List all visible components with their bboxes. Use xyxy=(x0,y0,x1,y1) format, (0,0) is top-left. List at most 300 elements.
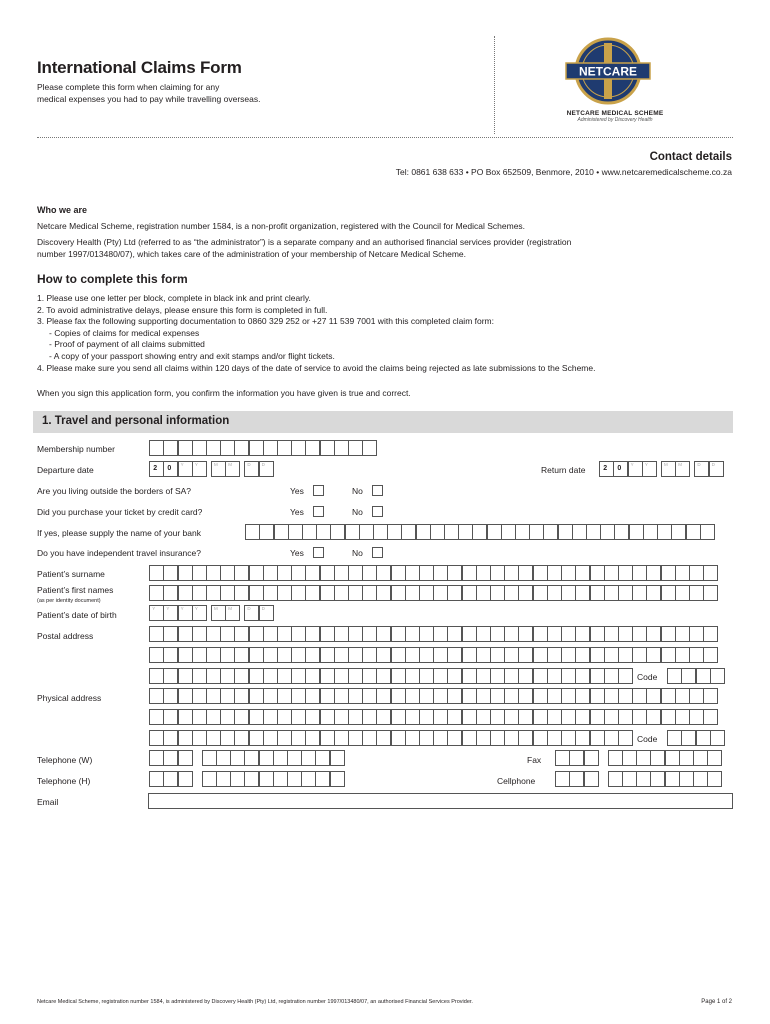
character-block[interactable] xyxy=(632,647,647,663)
character-block[interactable] xyxy=(490,668,505,684)
character-block[interactable] xyxy=(558,524,573,540)
character-block[interactable] xyxy=(348,565,363,581)
character-block[interactable] xyxy=(259,750,274,766)
character-block[interactable] xyxy=(518,668,533,684)
character-block[interactable] xyxy=(163,565,178,581)
character-block[interactable] xyxy=(220,730,235,746)
character-block[interactable] xyxy=(320,647,335,663)
character-block[interactable] xyxy=(462,585,477,601)
character-block[interactable] xyxy=(345,524,360,540)
character-block[interactable] xyxy=(572,524,587,540)
character-block[interactable] xyxy=(584,750,599,766)
character-block[interactable] xyxy=(202,750,217,766)
character-block[interactable] xyxy=(192,730,207,746)
character-block[interactable] xyxy=(206,585,221,601)
character-block[interactable] xyxy=(679,771,694,787)
character-block[interactable] xyxy=(220,668,235,684)
credit-card-no-checkbox[interactable] xyxy=(372,506,383,517)
character-block[interactable] xyxy=(348,647,363,663)
character-block[interactable] xyxy=(622,771,637,787)
character-block[interactable] xyxy=(301,771,316,787)
character-block[interactable] xyxy=(225,605,240,621)
character-block[interactable] xyxy=(316,524,331,540)
character-block[interactable] xyxy=(419,565,434,581)
character-block[interactable] xyxy=(178,688,193,704)
character-block[interactable] xyxy=(703,688,718,704)
character-block[interactable] xyxy=(646,709,661,725)
character-block[interactable] xyxy=(476,565,491,581)
character-block[interactable] xyxy=(220,565,235,581)
character-block[interactable] xyxy=(681,668,696,684)
character-block[interactable] xyxy=(320,709,335,725)
character-block[interactable] xyxy=(590,565,605,581)
character-block[interactable] xyxy=(211,605,226,621)
character-block[interactable] xyxy=(416,524,431,540)
character-block[interactable] xyxy=(277,440,292,456)
character-block[interactable] xyxy=(305,647,320,663)
character-block[interactable] xyxy=(149,709,164,725)
character-block[interactable] xyxy=(220,709,235,725)
character-block[interactable] xyxy=(192,605,207,621)
character-block[interactable] xyxy=(263,688,278,704)
character-block[interactable] xyxy=(419,688,434,704)
character-block[interactable] xyxy=(163,730,178,746)
character-block[interactable] xyxy=(305,565,320,581)
bank-name-field[interactable] xyxy=(246,524,715,540)
character-block[interactable] xyxy=(334,585,349,601)
character-block[interactable] xyxy=(661,585,676,601)
character-block[interactable] xyxy=(362,709,377,725)
character-block[interactable] xyxy=(376,647,391,663)
character-block[interactable] xyxy=(391,565,406,581)
character-block[interactable] xyxy=(206,440,221,456)
character-block[interactable] xyxy=(220,440,235,456)
character-block[interactable] xyxy=(710,668,725,684)
character-block[interactable] xyxy=(547,585,562,601)
character-block[interactable] xyxy=(291,668,306,684)
character-block[interactable] xyxy=(561,626,576,642)
character-block[interactable] xyxy=(249,565,264,581)
character-block[interactable] xyxy=(362,585,377,601)
character-block[interactable] xyxy=(569,750,584,766)
character-block[interactable] xyxy=(518,730,533,746)
character-block[interactable] xyxy=(220,585,235,601)
character-block[interactable] xyxy=(202,771,217,787)
character-block[interactable] xyxy=(590,585,605,601)
character-block[interactable] xyxy=(604,565,619,581)
character-block[interactable] xyxy=(476,730,491,746)
physical-address-line-1[interactable] xyxy=(150,688,718,704)
character-block[interactable] xyxy=(234,730,249,746)
departure-date-field[interactable] xyxy=(150,461,274,477)
character-block[interactable] xyxy=(249,626,264,642)
postal-code-field[interactable] xyxy=(668,668,725,684)
character-block[interactable] xyxy=(710,730,725,746)
character-block[interactable] xyxy=(334,626,349,642)
character-block[interactable] xyxy=(419,709,434,725)
character-block[interactable] xyxy=(590,668,605,684)
cellphone-field[interactable] xyxy=(556,771,722,787)
character-block[interactable] xyxy=(590,626,605,642)
character-block[interactable] xyxy=(206,565,221,581)
character-block[interactable] xyxy=(447,709,462,725)
character-block[interactable] xyxy=(504,565,519,581)
character-block[interactable] xyxy=(362,688,377,704)
character-block[interactable] xyxy=(178,771,193,787)
character-block[interactable] xyxy=(703,709,718,725)
character-block[interactable] xyxy=(515,524,530,540)
character-block[interactable] xyxy=(244,750,259,766)
character-block[interactable] xyxy=(274,524,289,540)
character-block[interactable] xyxy=(291,647,306,663)
character-block[interactable] xyxy=(584,771,599,787)
character-block[interactable] xyxy=(675,565,690,581)
character-block[interactable] xyxy=(433,668,448,684)
character-block[interactable] xyxy=(518,585,533,601)
character-block[interactable] xyxy=(334,647,349,663)
character-block[interactable] xyxy=(245,524,260,540)
character-block[interactable] xyxy=(149,730,164,746)
character-block[interactable] xyxy=(707,750,722,766)
character-block[interactable] xyxy=(671,524,686,540)
character-block[interactable] xyxy=(600,524,615,540)
character-block[interactable] xyxy=(447,626,462,642)
character-block[interactable] xyxy=(362,668,377,684)
character-block[interactable] xyxy=(650,750,665,766)
character-block[interactable] xyxy=(561,709,576,725)
character-block[interactable] xyxy=(206,647,221,663)
character-block[interactable] xyxy=(401,524,416,540)
character-block[interactable] xyxy=(405,565,420,581)
character-block[interactable] xyxy=(330,771,345,787)
character-block[interactable] xyxy=(348,626,363,642)
character-block[interactable] xyxy=(376,668,391,684)
character-block[interactable] xyxy=(391,688,406,704)
character-block[interactable] xyxy=(206,668,221,684)
character-block[interactable] xyxy=(149,585,164,601)
character-block[interactable] xyxy=(561,688,576,704)
character-block[interactable] xyxy=(490,585,505,601)
character-block[interactable] xyxy=(178,668,193,684)
character-block[interactable] xyxy=(632,626,647,642)
character-block[interactable] xyxy=(700,524,715,540)
character-block[interactable] xyxy=(234,626,249,642)
character-block[interactable] xyxy=(675,688,690,704)
character-block[interactable] xyxy=(305,626,320,642)
character-block[interactable] xyxy=(244,461,259,477)
character-block[interactable] xyxy=(211,461,226,477)
character-block[interactable] xyxy=(277,730,292,746)
character-block[interactable] xyxy=(178,709,193,725)
character-block[interactable] xyxy=(707,771,722,787)
character-block[interactable] xyxy=(320,626,335,642)
character-block[interactable] xyxy=(249,668,264,684)
character-block[interactable] xyxy=(561,668,576,684)
character-block[interactable] xyxy=(178,750,193,766)
character-block[interactable] xyxy=(693,771,708,787)
character-block[interactable] xyxy=(315,771,330,787)
character-block[interactable] xyxy=(291,709,306,725)
character-block[interactable] xyxy=(277,585,292,601)
character-block[interactable] xyxy=(533,626,548,642)
character-block[interactable] xyxy=(305,730,320,746)
character-block[interactable] xyxy=(490,730,505,746)
character-block[interactable] xyxy=(547,709,562,725)
character-block[interactable] xyxy=(419,626,434,642)
character-block[interactable] xyxy=(518,709,533,725)
character-block[interactable] xyxy=(277,565,292,581)
character-block[interactable] xyxy=(476,626,491,642)
character-block[interactable] xyxy=(234,647,249,663)
character-block[interactable] xyxy=(376,565,391,581)
character-block[interactable] xyxy=(661,647,676,663)
character-block[interactable] xyxy=(675,626,690,642)
character-block[interactable] xyxy=(277,626,292,642)
character-block[interactable] xyxy=(348,440,363,456)
character-block[interactable] xyxy=(216,750,231,766)
character-block[interactable] xyxy=(533,647,548,663)
character-block[interactable] xyxy=(263,585,278,601)
postal-address-line-1[interactable] xyxy=(150,626,718,642)
character-block[interactable] xyxy=(149,647,164,663)
character-block[interactable] xyxy=(259,605,274,621)
character-block[interactable] xyxy=(518,647,533,663)
character-block[interactable] xyxy=(646,565,661,581)
character-block[interactable] xyxy=(163,668,178,684)
character-block[interactable] xyxy=(590,647,605,663)
character-block[interactable] xyxy=(533,688,548,704)
character-block[interactable] xyxy=(703,565,718,581)
character-block[interactable] xyxy=(476,688,491,704)
character-block[interactable] xyxy=(476,585,491,601)
character-block[interactable] xyxy=(301,750,316,766)
character-block[interactable] xyxy=(629,524,644,540)
character-block[interactable] xyxy=(657,524,672,540)
character-block[interactable] xyxy=(543,524,558,540)
character-block[interactable] xyxy=(163,440,178,456)
character-block[interactable] xyxy=(291,565,306,581)
character-block[interactable] xyxy=(575,688,590,704)
character-block[interactable] xyxy=(234,585,249,601)
character-block[interactable] xyxy=(376,585,391,601)
character-block[interactable] xyxy=(291,688,306,704)
character-block[interactable] xyxy=(547,647,562,663)
character-block[interactable] xyxy=(555,750,570,766)
character-block[interactable] xyxy=(646,626,661,642)
character-block[interactable] xyxy=(547,688,562,704)
postal-address-line-3[interactable] xyxy=(150,668,633,684)
character-block[interactable] xyxy=(693,750,708,766)
character-block[interactable] xyxy=(291,585,306,601)
character-block[interactable] xyxy=(405,688,420,704)
character-block[interactable] xyxy=(320,565,335,581)
character-block[interactable] xyxy=(504,730,519,746)
character-block[interactable] xyxy=(249,585,264,601)
character-block[interactable] xyxy=(234,709,249,725)
character-block[interactable] xyxy=(689,626,704,642)
character-block[interactable] xyxy=(225,461,240,477)
character-block[interactable] xyxy=(362,565,377,581)
character-block[interactable] xyxy=(320,440,335,456)
character-block[interactable] xyxy=(608,771,623,787)
character-block[interactable] xyxy=(533,668,548,684)
character-block[interactable] xyxy=(689,585,704,601)
character-block[interactable] xyxy=(178,585,193,601)
character-block[interactable] xyxy=(501,524,516,540)
character-block[interactable] xyxy=(391,585,406,601)
character-block[interactable] xyxy=(163,585,178,601)
character-block[interactable] xyxy=(334,730,349,746)
character-block[interactable] xyxy=(667,668,682,684)
character-block[interactable] xyxy=(458,524,473,540)
character-block[interactable] xyxy=(490,647,505,663)
character-block[interactable] xyxy=(405,730,420,746)
character-block[interactable] xyxy=(249,730,264,746)
character-block[interactable] xyxy=(529,524,544,540)
character-block[interactable] xyxy=(376,709,391,725)
character-block[interactable] xyxy=(277,647,292,663)
character-block[interactable] xyxy=(632,585,647,601)
character-block[interactable] xyxy=(618,730,633,746)
character-block[interactable] xyxy=(447,585,462,601)
character-block[interactable] xyxy=(518,565,533,581)
character-block[interactable] xyxy=(359,524,374,540)
character-block[interactable] xyxy=(504,668,519,684)
character-block[interactable] xyxy=(244,771,259,787)
character-block[interactable] xyxy=(178,461,193,477)
character-block[interactable] xyxy=(305,668,320,684)
character-block[interactable] xyxy=(230,771,245,787)
character-block[interactable] xyxy=(178,565,193,581)
character-block[interactable] xyxy=(490,688,505,704)
character-block[interactable] xyxy=(504,709,519,725)
character-block[interactable] xyxy=(305,688,320,704)
character-block[interactable] xyxy=(192,461,207,477)
character-block[interactable] xyxy=(689,709,704,725)
character-block[interactable] xyxy=(334,565,349,581)
character-block[interactable] xyxy=(642,461,657,477)
character-block[interactable] xyxy=(376,626,391,642)
character-block[interactable] xyxy=(234,688,249,704)
character-block[interactable] xyxy=(575,730,590,746)
character-block[interactable] xyxy=(263,626,278,642)
character-block[interactable] xyxy=(149,626,164,642)
character-block[interactable] xyxy=(661,688,676,704)
character-block[interactable] xyxy=(391,647,406,663)
character-block[interactable] xyxy=(675,647,690,663)
character-block[interactable] xyxy=(504,626,519,642)
character-block[interactable] xyxy=(320,668,335,684)
character-block[interactable] xyxy=(249,709,264,725)
physical-address-line-2[interactable] xyxy=(150,709,718,725)
character-block[interactable] xyxy=(618,709,633,725)
character-block[interactable] xyxy=(220,626,235,642)
character-block[interactable] xyxy=(533,730,548,746)
character-block[interactable] xyxy=(163,647,178,663)
character-block[interactable] xyxy=(249,647,264,663)
character-block[interactable] xyxy=(263,709,278,725)
character-block[interactable] xyxy=(447,565,462,581)
character-block[interactable] xyxy=(263,668,278,684)
character-block[interactable] xyxy=(447,730,462,746)
character-block[interactable] xyxy=(547,668,562,684)
character-block[interactable] xyxy=(419,668,434,684)
character-block[interactable] xyxy=(263,647,278,663)
character-block[interactable] xyxy=(472,524,487,540)
character-block[interactable] xyxy=(709,461,724,477)
character-block[interactable] xyxy=(249,440,264,456)
character-block[interactable] xyxy=(462,709,477,725)
character-block[interactable] xyxy=(334,688,349,704)
character-block[interactable] xyxy=(575,585,590,601)
character-block[interactable] xyxy=(216,771,231,787)
character-block[interactable] xyxy=(433,709,448,725)
insurance-no-checkbox[interactable] xyxy=(372,547,383,558)
character-block[interactable] xyxy=(277,668,292,684)
character-block[interactable] xyxy=(490,565,505,581)
character-block[interactable] xyxy=(263,440,278,456)
character-block[interactable] xyxy=(533,565,548,581)
character-block[interactable] xyxy=(330,524,345,540)
character-block[interactable] xyxy=(462,730,477,746)
character-block[interactable] xyxy=(387,524,402,540)
character-block[interactable] xyxy=(675,709,690,725)
character-block[interactable] xyxy=(206,709,221,725)
character-block[interactable] xyxy=(192,688,207,704)
character-block[interactable] xyxy=(391,668,406,684)
character-block[interactable] xyxy=(604,626,619,642)
character-block[interactable] xyxy=(362,626,377,642)
character-block[interactable] xyxy=(305,709,320,725)
character-block[interactable] xyxy=(636,771,651,787)
character-block[interactable] xyxy=(178,440,193,456)
character-block[interactable] xyxy=(504,585,519,601)
character-block[interactable] xyxy=(287,771,302,787)
character-block[interactable] xyxy=(263,565,278,581)
character-block[interactable] xyxy=(287,750,302,766)
character-block[interactable] xyxy=(259,771,274,787)
character-block[interactable] xyxy=(277,709,292,725)
character-block[interactable] xyxy=(665,750,680,766)
character-block[interactable] xyxy=(604,709,619,725)
character-block[interactable] xyxy=(348,668,363,684)
character-block[interactable] xyxy=(391,730,406,746)
character-block[interactable] xyxy=(608,750,623,766)
character-block[interactable] xyxy=(320,730,335,746)
telephone-work-field[interactable] xyxy=(150,750,345,766)
character-block[interactable] xyxy=(689,688,704,704)
character-block[interactable] xyxy=(667,730,682,746)
character-block[interactable] xyxy=(504,688,519,704)
character-block[interactable] xyxy=(604,688,619,704)
character-block[interactable] xyxy=(675,461,690,477)
character-block[interactable] xyxy=(618,688,633,704)
character-block[interactable] xyxy=(391,626,406,642)
character-block[interactable] xyxy=(444,524,459,540)
character-block[interactable] xyxy=(263,730,278,746)
character-block[interactable] xyxy=(561,730,576,746)
character-block[interactable] xyxy=(632,688,647,704)
character-block[interactable] xyxy=(703,626,718,642)
character-block[interactable] xyxy=(405,647,420,663)
character-block[interactable] xyxy=(622,750,637,766)
character-block[interactable] xyxy=(362,730,377,746)
character-block[interactable] xyxy=(476,647,491,663)
character-block[interactable] xyxy=(192,626,207,642)
character-block[interactable] xyxy=(149,461,164,477)
character-block[interactable] xyxy=(433,688,448,704)
character-block[interactable] xyxy=(618,647,633,663)
